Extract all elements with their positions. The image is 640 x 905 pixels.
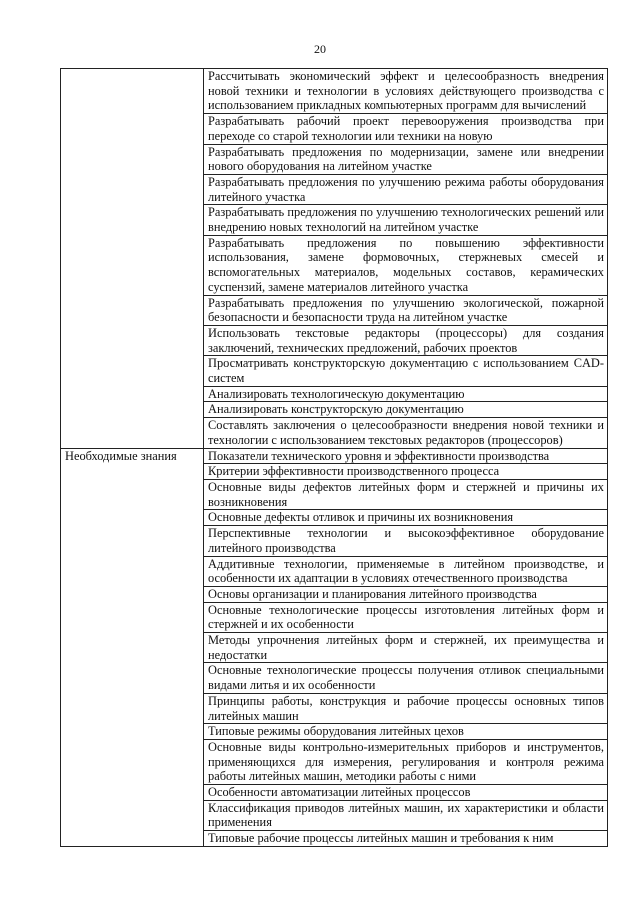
table-row — [61, 144, 608, 174]
requirement-item: Основы организации и планирования литейного производства — [204, 586, 608, 602]
requirement-item: Разрабатывать предложения по улучшению экологической, пожарной безопасности и безопасности труда на литейном участке — [204, 295, 608, 325]
section-label-continuation — [61, 510, 204, 526]
requirement-item: Показатели технического уровня и эффективности производства — [204, 448, 608, 464]
section-label-continuation — [61, 663, 204, 693]
requirement-item: Основные технологические процессы получения отливок специальными видами литья и их особенности — [204, 663, 608, 693]
section-label-continuation — [61, 724, 204, 740]
page-number: 20 — [314, 42, 326, 56]
table-row — [61, 556, 608, 586]
table-row — [61, 356, 608, 386]
section-label-continuation — [61, 235, 204, 295]
requirement-item: Разрабатывать предложения по модернизации, замене или внедрении нового оборудования на литейном участке — [204, 144, 608, 174]
table-row — [61, 235, 608, 295]
section-label-continuation — [61, 785, 204, 801]
section-label-continuation — [61, 800, 204, 830]
table-row — [61, 724, 608, 740]
table-row — [61, 295, 608, 325]
requirement-item: Основные технологические процессы изготовления литейных форм и стержней и их особенности — [204, 602, 608, 632]
requirement-item: Классификация приводов литейных машин, их характеристики и области применения — [204, 800, 608, 830]
requirement-item: Использовать текстовые редакторы (процессоры) для создания заключений, технических предложений, рабочих проектов — [204, 325, 608, 355]
section-label-continuation — [61, 174, 204, 204]
table-row — [61, 464, 608, 480]
table-row — [61, 739, 608, 784]
section-label-continuation — [61, 739, 204, 784]
section-label-continuation — [61, 633, 204, 663]
section-label-continuation — [61, 144, 204, 174]
section-label-continuation — [61, 295, 204, 325]
table-row — [61, 831, 608, 847]
requirement-item: Анализировать технологическую документацию — [204, 386, 608, 402]
requirement-item: Разрабатывать рабочий проект перевооружения производства при переходе со старой технологии или техники на новую — [204, 114, 608, 144]
section-label-continuation — [61, 479, 204, 509]
section-label-continuation — [61, 114, 204, 144]
table-row — [61, 800, 608, 830]
section-label — [61, 69, 204, 114]
requirement-item: Аддитивные технологии, применяемые в литейном производстве, и особенности их адаптации в условиях отечественного производства — [204, 556, 608, 586]
table-row — [61, 633, 608, 663]
table-row — [61, 586, 608, 602]
table-row — [61, 448, 608, 464]
requirement-item: Перспективные технологии и высокоэффективное оборудование литейного производства — [204, 526, 608, 556]
requirement-item: Просматривать конструкторскую документацию с использованием CAD-систем — [204, 356, 608, 386]
section-label-continuation — [61, 402, 204, 418]
requirement-item: Составлять заключения о целесообразности внедрения новой техники и технологии с использованием текстовых редакторов (процессоров) — [204, 418, 608, 448]
section-label-continuation — [61, 325, 204, 355]
requirement-item: Разрабатывать предложения по улучшению технологических решений или внедрению новых технологий на литейном участке — [204, 205, 608, 235]
requirement-item: Разрабатывать предложения по повышению эффективности использования, замене формовочных, стержневых смесей и вспомогательных материалов, модельных составов, керамических суспензий, замене материалов литейного участка — [204, 235, 608, 295]
requirement-item: Рассчитывать экономический эффект и целесообразность внедрения новой техники и технологии в условиях действующего производства с использованием прикладных компьютерных программ для вычислений — [204, 69, 608, 114]
section-label-continuation — [61, 526, 204, 556]
table-row — [61, 174, 608, 204]
table-row — [61, 526, 608, 556]
section-label-continuation — [61, 356, 204, 386]
requirement-item: Методы упрочнения литейных форм и стержней, их преимущества и недостатки — [204, 633, 608, 663]
table-row — [61, 602, 608, 632]
requirement-item: Основные виды дефектов литейных форм и стержней и причины их возникновения — [204, 479, 608, 509]
section-label-continuation — [61, 693, 204, 723]
section-label: Необходимые знания — [61, 448, 204, 464]
table-row — [61, 114, 608, 144]
section-label-continuation — [61, 556, 204, 586]
table-row — [61, 386, 608, 402]
section-label-continuation — [61, 386, 204, 402]
requirements-table-body — [61, 69, 608, 847]
table-row — [61, 510, 608, 526]
section-label-continuation — [61, 602, 204, 632]
section-label-continuation — [61, 831, 204, 847]
requirement-item: Анализировать конструкторскую документацию — [204, 402, 608, 418]
requirement-item: Разрабатывать предложения по улучшению режима работы оборудования литейного участка — [204, 174, 608, 204]
section-label-continuation — [61, 464, 204, 480]
requirement-item: Типовые режимы оборудования литейных цехов — [204, 724, 608, 740]
requirement-item: Критерии эффективности производственного процесса — [204, 464, 608, 480]
table-row — [61, 693, 608, 723]
requirement-item: Принципы работы, конструкция и рабочие процессы основных типов литейных машин — [204, 693, 608, 723]
table-row — [61, 69, 608, 114]
table-row — [61, 205, 608, 235]
table-row — [61, 402, 608, 418]
table-row — [61, 663, 608, 693]
requirement-item: Особенности автоматизации литейных процессов — [204, 785, 608, 801]
section-label-continuation — [61, 205, 204, 235]
table-row — [61, 418, 608, 448]
section-label-continuation — [61, 586, 204, 602]
table-row — [61, 785, 608, 801]
requirement-item: Типовые рабочие процессы литейных машин и требования к ним — [204, 831, 608, 847]
table-row — [61, 479, 608, 509]
requirement-item: Основные виды контрольно-измерительных приборов и инструментов, применяющихся для измерения, регулирования и контроля режима работы литейных машин, методики работы с ними — [204, 739, 608, 784]
table-row — [61, 325, 608, 355]
requirement-item: Основные дефекты отливок и причины их возникновения — [204, 510, 608, 526]
section-label-continuation — [61, 418, 204, 448]
requirements-table — [60, 68, 608, 847]
